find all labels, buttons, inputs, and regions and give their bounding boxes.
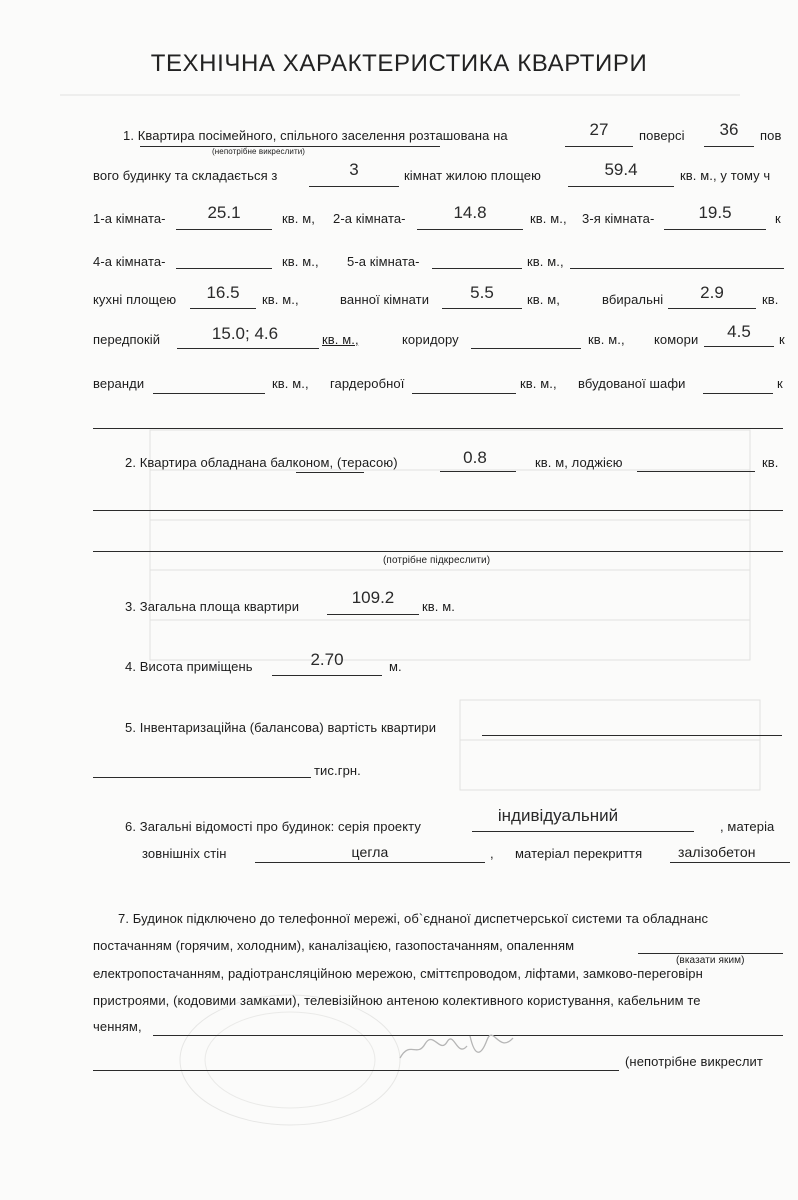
s3-unit: кв. м. [422,599,455,614]
s1-line2-text: вого будинку та складається з [93,168,278,183]
bath-label: ванної кімнати [340,292,430,307]
s2-note: (потрібне підкреслити) [383,555,491,566]
s1-strike-note: (непотрібне викреслити) [212,147,306,156]
s2-blank-line-2 [93,551,783,552]
storage-label: комори [654,332,699,347]
corridor-label: коридору [402,332,459,347]
room-extra-field [570,268,784,269]
s6-tail: , матеріа [720,819,775,834]
balcony-field [440,471,516,472]
s5-unit: тис.грн. [314,763,361,778]
room1-unit: кв. м, [282,211,315,226]
total-area-value: 109.2 [351,588,395,607]
signature [395,1028,525,1068]
s2-unit: кв. м, лоджією [535,455,623,470]
wc-field [668,308,756,309]
walls-comma: , [490,846,494,861]
rooms-count-field [309,186,399,187]
s6-label: 6. Загальні відомості про будинок: серія проекту [125,819,421,834]
s7-line3: електропостачанням, радіотрансляційною мережою, сміттєпроводом, ліфтами, замково-переговірн [93,966,703,981]
s7-line1: 7. Будинок підключено до телефонної мережі, об`єднаної диспетчерської системи та обладнанс [118,911,709,926]
wardrobe-label: гардеробної [330,376,405,391]
s7-note: (вказати яким) [676,955,745,966]
room2-label: 2-а кімната- [333,211,406,226]
ceiling-value: залізобетон [678,844,756,860]
s1-line1-text: 1. Квартира посімейного, спільного заселення розташована на [123,128,508,143]
s4-label: 4. Висота приміщень [125,659,253,674]
room4-label: 4-а кімната- [93,254,166,269]
rooms-count-value: 3 [349,160,359,179]
builtin-label: вбудованої шафи [578,376,686,391]
balcony-value: 0.8 [463,448,487,467]
room5-unit: кв. м., [527,254,564,269]
corridor-field [471,348,581,349]
s4-unit: м. [389,659,402,674]
total-area-field [327,614,419,615]
room3-label: 3-я кімната- [582,211,655,226]
series-field [472,831,694,832]
builtin-field [703,393,773,394]
bath-unit: кв. м, [527,292,560,307]
hall-label: передпокій [93,332,161,347]
heating-field [638,953,783,954]
builtin-tail: к [777,376,783,391]
total-floors-value: 36 [719,120,739,139]
s7-line6-tail: (непотрібне викреслит [625,1054,763,1069]
s1-line2-tail: кв. м., у тому ч [680,168,771,183]
corridor-unit: кв. м., [588,332,625,347]
room2-field [417,229,523,230]
wardrobe-unit: кв. м., [520,376,557,391]
s2-balcony-underline [296,472,364,473]
ceiling-field [670,862,790,863]
s5-label: 5. Інвентаризаційна (балансова) вартість квартири [125,720,437,735]
wc-unit: кв. [762,292,779,307]
s2-tail: кв. [762,455,779,470]
hall-unit: кв. м., [322,332,359,347]
hall-value: 15.0; 4.6 [211,324,279,343]
kitchen-unit: кв. м., [262,292,299,307]
veranda-field [153,393,265,394]
kitchen-value: 16.5 [206,283,240,302]
height-value: 2.70 [310,650,344,669]
room1-field [176,229,272,230]
ceiling-label: матеріал перекриття [515,846,643,861]
series-value: індивідуальний [497,806,619,825]
s7-line4: пристроями, (кодовими замками), телевізійною антеною колективного користування, кабельним те [93,993,701,1008]
s7-blank-line-2 [93,1070,619,1071]
bath-field [442,308,522,309]
room1-value: 25.1 [207,203,241,222]
room5-label: 5-а кімната- [347,254,420,269]
room4-unit: кв. м., [282,254,319,269]
s2-label: 2. Квартира обладнана балконом, (терасою) [125,455,398,470]
veranda-unit: кв. м., [272,376,309,391]
floor-value: 27 [589,120,609,139]
wc-label: вбиральні [602,292,664,307]
kitchen-label: кухні площею [93,292,177,307]
value-field-cont [93,777,311,778]
room3-field [664,229,766,230]
storage-field [704,346,774,347]
s2-blank-line-1 [93,510,783,511]
kitchen-field [190,308,256,309]
total-floors-field [704,146,754,147]
room4-field [176,268,272,269]
height-field [272,675,382,676]
wardrobe-field [412,393,516,394]
veranda-label: веранди [93,376,145,391]
room3-value: 19.5 [698,203,732,222]
room5-field [432,268,522,269]
room3-tail: к [775,211,781,226]
s1-floor-label: поверсі [639,128,685,143]
living-area-value: 59.4 [604,160,638,179]
value-field [482,735,782,736]
floor-field [565,146,633,147]
bath-value: 5.5 [470,283,494,302]
room2-value: 14.8 [453,203,487,222]
s7-line5: ченням, [93,1019,142,1034]
s7-line2: постачанням (горячим, холодним), каналізацією, газопостачанням, опаленням [93,938,575,953]
s1-line1-tail: пов [760,128,782,143]
s3-label: 3. Загальна площа квартири [125,599,300,614]
hall-field [177,348,319,349]
walls-value: цегла [351,844,389,860]
walls-label: зовнішніх стін [142,846,227,861]
s1-living-label: кімнат жилою площею [404,168,541,183]
loggia-field [637,471,755,472]
room1-label: 1-а кімната- [93,211,166,226]
living-area-field [568,186,674,187]
room2-unit: кв. м., [530,211,567,226]
storage-tail: к [779,332,785,347]
storage-value: 4.5 [727,322,751,341]
page-title: ТЕХНІЧНА ХАРАКТЕРИСТИКА КВАРТИРИ [150,50,648,77]
walls-field [255,862,485,863]
wc-value: 2.9 [700,283,724,302]
s1-blank-line [93,428,783,429]
